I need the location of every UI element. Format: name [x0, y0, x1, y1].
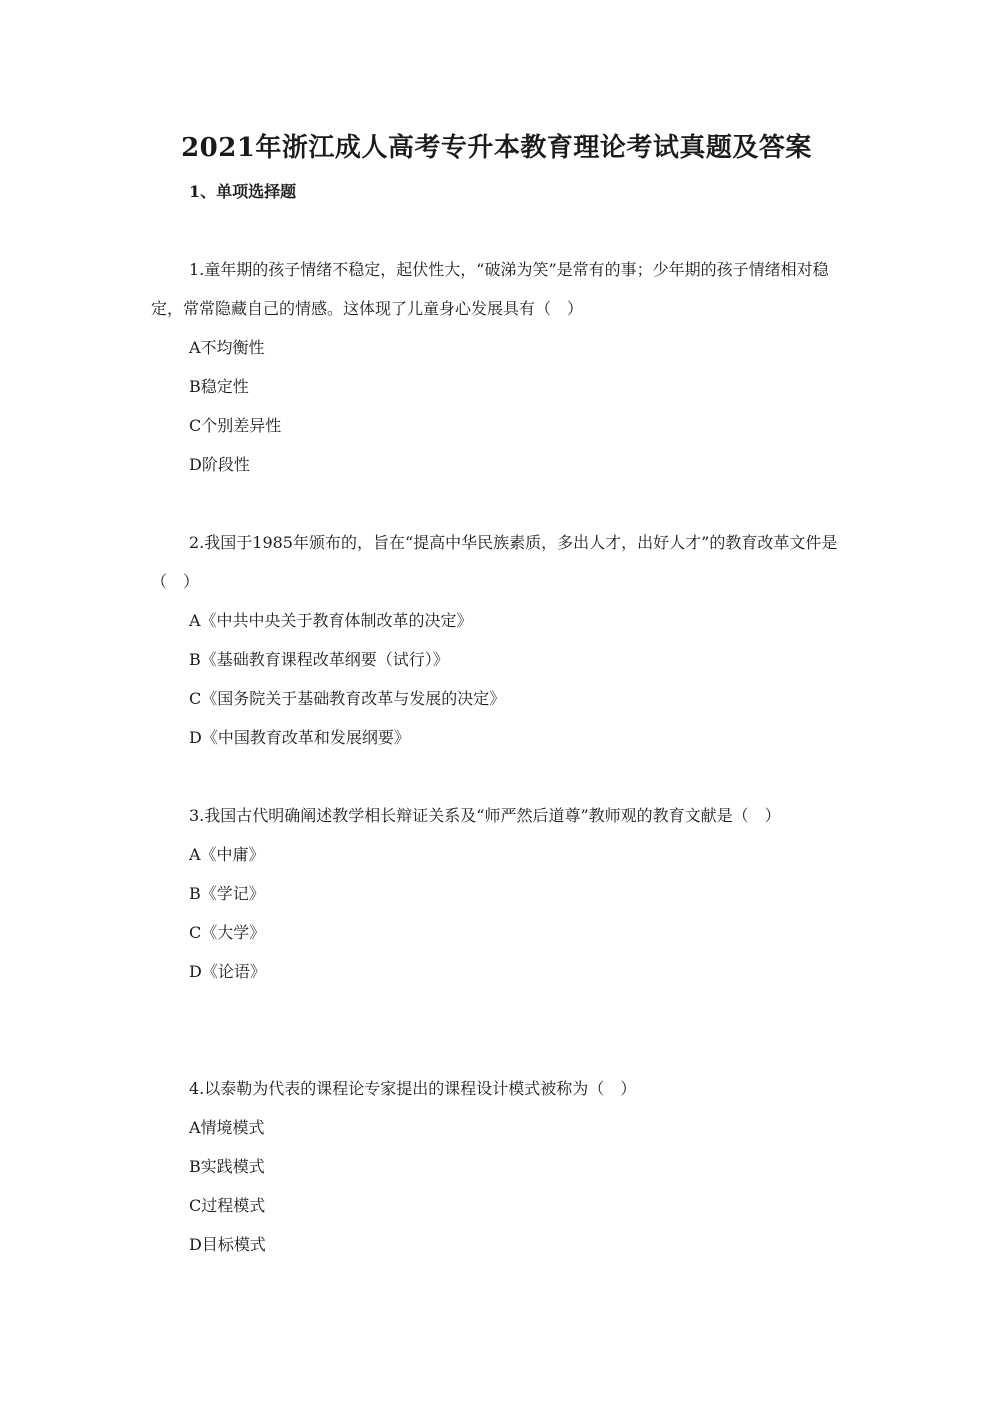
option-c: C个别差异性 — [189, 416, 282, 435]
option-b: B《学记》 — [189, 884, 265, 903]
question-2 — [151, 523, 851, 757]
option-b: B稳定性 — [189, 377, 249, 396]
section-heading: 1、单项选择题 — [189, 182, 297, 201]
option-d: D目标模式 — [189, 1235, 266, 1254]
option-b: B《基础教育课程改革纲要（试行）》 — [189, 650, 449, 669]
question-stem: 1.童年期的孩子情绪不稳定，起伏性大，“破涕为笑”是常有的事；少年期的孩子情绪相对稳定，常常隐藏自己的情感。这体现了儿童身心发展具有（ ） — [151, 260, 829, 318]
question-stem: 3.我国古代明确阐述教学相长辩证关系及“师严然后道尊”教师观的教育文献是（ ） — [189, 806, 781, 825]
option-a: A《中共中央关于教育体制改革的决定》 — [189, 611, 473, 630]
option-a: A《中庸》 — [189, 845, 265, 864]
option-b: B实践模式 — [189, 1157, 265, 1176]
option-c: C《国务院关于基础教育改革与发展的决定》 — [189, 689, 506, 708]
question-3 — [151, 796, 851, 991]
option-c: C《大学》 — [189, 923, 266, 942]
question-1 — [151, 250, 851, 484]
question-4 — [151, 1069, 851, 1264]
option-c: C过程模式 — [189, 1196, 266, 1215]
option-a: A不均衡性 — [189, 338, 265, 357]
option-d: D阶段性 — [189, 455, 250, 474]
question-stem: 4.以泰勒为代表的课程论专家提出的课程设计模式被称为（ ） — [189, 1079, 637, 1098]
option-d: D《中国教育改革和发展纲要》 — [189, 728, 410, 747]
document-title: 2021年浙江成人高考专升本教育理论考试真题及答案 — [181, 133, 812, 163]
option-a: A情境模式 — [189, 1118, 265, 1137]
option-d: D《论语》 — [189, 962, 266, 981]
question-stem: 2.我国于1985年颁布的，旨在“提高中华民族素质，多出人才，出好人才”的教育改革文件是（ ） — [151, 533, 838, 591]
